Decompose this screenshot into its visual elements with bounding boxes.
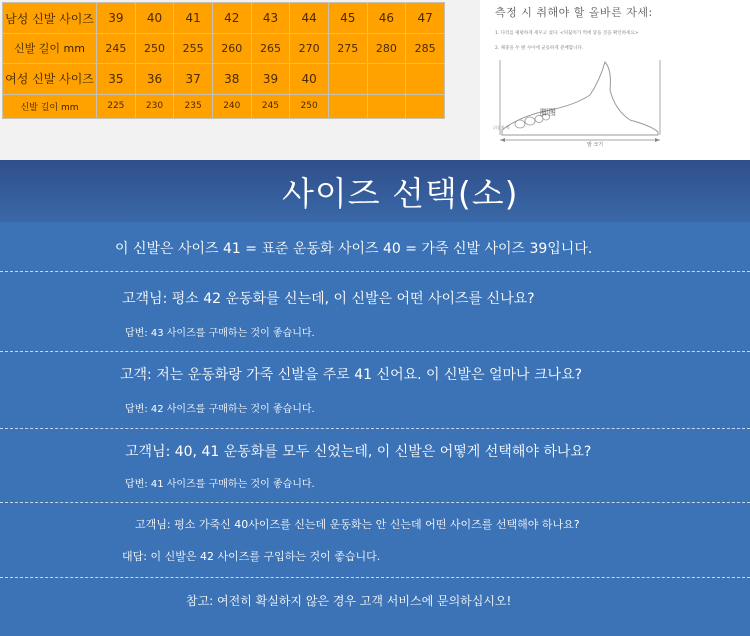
top-section <box>0 0 750 160</box>
length-cell: 225 <box>97 94 136 118</box>
length-cell: 275 <box>328 34 367 63</box>
length-cell: 270 <box>290 34 329 63</box>
men-length-label: 신발 길이 mm <box>3 34 97 63</box>
divider <box>0 577 750 578</box>
size-cell: 47 <box>406 3 445 34</box>
question-2: 고객: 저는 운동화랑 가죽 신발을 주로 41 신어요. 이 신발은 얼마나 크나요? <box>120 367 583 383</box>
length-cell: 240 <box>212 94 251 118</box>
foot-label: 脚图 <box>540 108 556 117</box>
length-cell: 255 <box>174 34 213 63</box>
size-cell <box>406 63 445 94</box>
divider <box>0 428 750 429</box>
foot-illustration <box>480 50 750 160</box>
size-cell: 35 <box>97 63 136 94</box>
size-chart-table <box>2 2 445 119</box>
length-cell: 230 <box>135 94 174 118</box>
divider <box>0 271 750 272</box>
size-cell: 40 <box>290 63 329 94</box>
men-size-label: 남성 신발 사이즈 <box>3 3 97 34</box>
size-cell: 44 <box>290 3 329 34</box>
note-text: 참고: 여전히 확실하지 않은 경우 고객 서비스에 문의하십시오! <box>186 594 512 608</box>
title-bar <box>0 160 750 222</box>
size-equivalence-text: 이 신발은 사이즈 41 = 표준 운동화 사이즈 40 = 가죽 신발 사이즈 39입니다. <box>115 241 593 257</box>
size-advice-panel <box>0 160 750 636</box>
length-cell: 285 <box>406 34 445 63</box>
length-cell <box>328 94 367 118</box>
length-cell: 250 <box>290 94 329 118</box>
size-cell: 37 <box>174 63 213 94</box>
measurement-guide <box>480 0 750 160</box>
answer-2: 답변: 42 사이즈를 구매하는 것이 좋습니다. <box>125 404 315 415</box>
length-label: 발 크기 <box>587 142 604 148</box>
guide-step-1: 1. 다리를 평평하게 세우고 섰다. <뒤꿈치가 벽에 닿을 것을 확인하세요> <box>495 31 639 36</box>
guide-step-2: 2. 체중을 두 발 사이에 균등하게 분배합니다. <box>495 46 584 51</box>
divider <box>0 502 750 503</box>
size-cell <box>367 63 406 94</box>
men-size-row <box>3 3 445 34</box>
size-cell <box>328 63 367 94</box>
size-cell: 41 <box>174 3 213 34</box>
page-title: 사이즈 선택(소) <box>282 174 519 213</box>
size-cell: 40 <box>135 3 174 34</box>
answer-3: 답변: 41 사이즈를 구매하는 것이 좋습니다. <box>125 479 315 490</box>
answer-4: 대답: 이 신발은 42 사이즈를 구입하는 것이 좋습니다. <box>122 550 381 563</box>
question-4: 고객님: 평소 가죽신 40사이즈를 신는데 운동화는 안 신는데 어떤 사이즈를 선택해야 하나요? <box>135 518 580 531</box>
women-size-label: 여성 신발 사이즈 <box>3 63 97 94</box>
size-cell: 46 <box>367 3 406 34</box>
answer-1: 답변: 43 사이즈를 구매하는 것이 좋습니다. <box>125 328 315 339</box>
men-length-row <box>3 34 445 63</box>
size-cell: 43 <box>251 3 290 34</box>
size-cell: 42 <box>212 3 251 34</box>
length-cell <box>406 94 445 118</box>
women-length-row <box>3 94 445 118</box>
length-cell: 260 <box>212 34 251 63</box>
size-cell: 39 <box>251 63 290 94</box>
length-cell: 245 <box>251 94 290 118</box>
length-cell <box>367 94 406 118</box>
size-cell: 39 <box>97 3 136 34</box>
women-length-label: 신발 길이 mm <box>3 94 97 118</box>
guide-title: 측정 시 취해야 할 올바른 자세: <box>495 6 653 19</box>
length-cell: 250 <box>135 34 174 63</box>
length-cell: 235 <box>174 94 213 118</box>
heel-label: 뒤꿈치 벽 <box>493 125 510 130</box>
women-size-row <box>3 63 445 94</box>
length-cell: 245 <box>97 34 136 63</box>
length-cell: 265 <box>251 34 290 63</box>
size-cell: 38 <box>212 63 251 94</box>
question-1: 고객님: 평소 42 운동화를 신는데, 이 신발은 어떤 사이즈를 신나요? <box>122 291 535 307</box>
size-cell: 45 <box>328 3 367 34</box>
length-cell: 280 <box>367 34 406 63</box>
question-3: 고객님: 40, 41 운동화를 모두 신었는데, 이 신발은 어떻게 선택해야 하나요? <box>125 444 592 460</box>
size-cell: 36 <box>135 63 174 94</box>
divider <box>0 351 750 352</box>
